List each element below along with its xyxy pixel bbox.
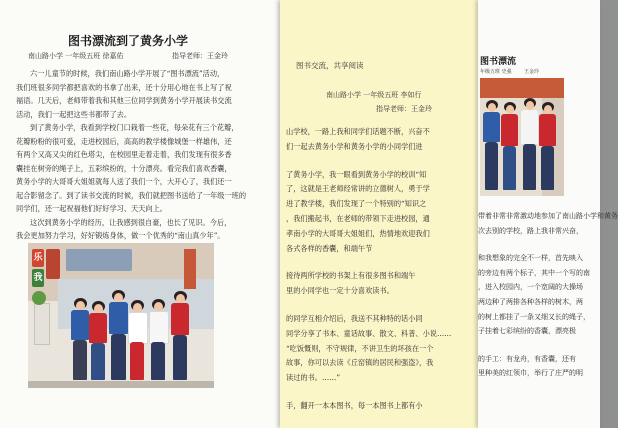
text-line: 的树上都挂了一条又细又长的绳子， [478,312,590,321]
text-line: ，我们搬起书，在老师的带领下走进校园，通 [286,213,430,223]
text-line: 囊挂在树旁的绳子上，五彩缤纷的，十分漂亮。看完我们喜欢香囊， [16,163,232,173]
article-body [16,67,272,243]
text-line: 里的小同学也一定十分喜欢读书。 [286,286,394,296]
text-line: 两边种了两排各种各样的树木，两 [478,297,583,306]
banner-sign: 我 [32,269,44,287]
text-line: 里种美的红领巾，举行了庄严的明 [478,369,583,378]
group-photo [28,243,214,388]
teacher-line: 王金玲 [524,69,540,75]
text-line: “吃饭慨则，不守规律，不讲卫生的坏孩在一个 [286,343,434,353]
text-line: 读过的书。……” [286,373,340,383]
author-line: 年级五班 史强 [480,69,512,75]
text-line: 手，翻开一本本图书，每一本图书上都有小 [286,400,423,410]
document-page-right [478,0,618,428]
text-line: 和我想象的完全不一样，首先映入 [478,254,583,263]
author-line: 南山路小学 一年级五班 徐嘉佑 [28,52,124,60]
document-header: 图书交流，共享阅读 [296,61,364,70]
text-line: 同学分享了书本、童话故事、散文、科普、小说…… [286,328,452,338]
text-line: 带着非常非常激动地参加了南山路小学和黄务 [478,212,618,220]
text-line [478,196,600,209]
text-line [286,299,476,312]
text-line [478,339,600,352]
text-line: 故事，你可以去读《丘窑镇的居民和强盗》，我 [286,358,434,368]
text-line [286,256,476,269]
text-line: 各式各样的香囊，和端午节 [286,243,373,253]
text-line: 起合影留念了。到了读书交流的时候，我们就把图书送给了一年级一班的 [16,190,247,200]
text-line [478,238,600,251]
text-line: 的旁边有两个标子，其中一个写的南 [478,268,590,277]
text-line: 了黄务小学，我一眼看到黄务小学的校训“知 [286,169,427,179]
text-line: 有两个又高又尖的红色塔尖，在校园里走着走着，我们发现有很多香 [16,150,232,159]
text-line: 花瓣粉粉的很可爱，走进校园后，高高的教学楼像城堡一样雄伟，还 [16,136,232,146]
text-line: 次去别的学校，路上我非常兴奋， [478,226,583,235]
text-line [286,155,476,168]
text-line: 接待两所学校的书架上有很多图书和端午 [286,271,416,281]
document-page-middle [280,0,480,428]
text-line: 我们班很多同学都把喜欢的书拿了出来，还十分用心地在书上写了祝 [16,82,232,92]
teacher-line: 指导老师：王金玲 [376,105,432,113]
text-line: 我会更加努力学习，好好锻炼身体，做一个优秀的“南山真少年”。 [16,231,225,240]
author-line: 南山路小学 一年级五班 李如行 [326,91,422,99]
text-line: ，进入校园内，一个宽阔的大操场 [478,283,583,292]
text-line: 进了教学楼，我们发现了一个特别的“知识之 [286,199,427,209]
text-line: 福语。几天后，老师带着我和其他三位同学到黄务小学开展读书交流 [16,96,232,105]
text-line: 黄务小学的大哥哥大姐姐就每人送了我们一个，大开心了，我们还一 [16,177,232,186]
group-photo [480,78,564,196]
text-line: 的手工：有龙舟，有香囊，还有 [478,354,576,363]
banner-sign: 乐 [32,249,44,267]
document-title: 图书漂流 [480,57,517,67]
text-line: 了，这就是王老师经常讲的立德树人，勇于学 [286,184,430,194]
text-line: 到了黄务小学，我看到学校门口栽着一些花，每朵花有三个花瓣， [30,123,239,132]
text-line: 这次到黄务小学的经历，让我感到很自豪，也长了见识。今后， [30,217,232,227]
article-body [286,125,476,414]
text-line: 同学们，还一起祝福他们好好学习、天天向上。 [16,204,167,213]
text-line [286,386,476,399]
text-line: 们一起去黄务小学和黄务小学的小同学们进 [286,141,423,151]
document-title: 图书漂流到了黄务小学 [68,34,189,48]
text-line: 孝南小学的大哥哥大姐姐们，热情地欢迎我们 [286,228,430,238]
text-line: 子挂着七彩缤纷的香囊，漂亮极 [478,327,576,336]
text-line: 六一儿童节的时候，我们南山路小学开展了“图书漂流”活动， [30,69,225,78]
teacher-line: 指导老师：王金玲 [172,52,228,60]
document-page-left [0,0,283,428]
text-line: 的同学互相介绍后，我送不其种特的话小同 [286,313,423,323]
article-body [478,196,618,381]
text-line: 活动，我们一起把这些书都带了去。 [16,109,132,119]
text-line: 山学校，一路上我和同学们话题不断，兴奋不 [286,127,430,136]
